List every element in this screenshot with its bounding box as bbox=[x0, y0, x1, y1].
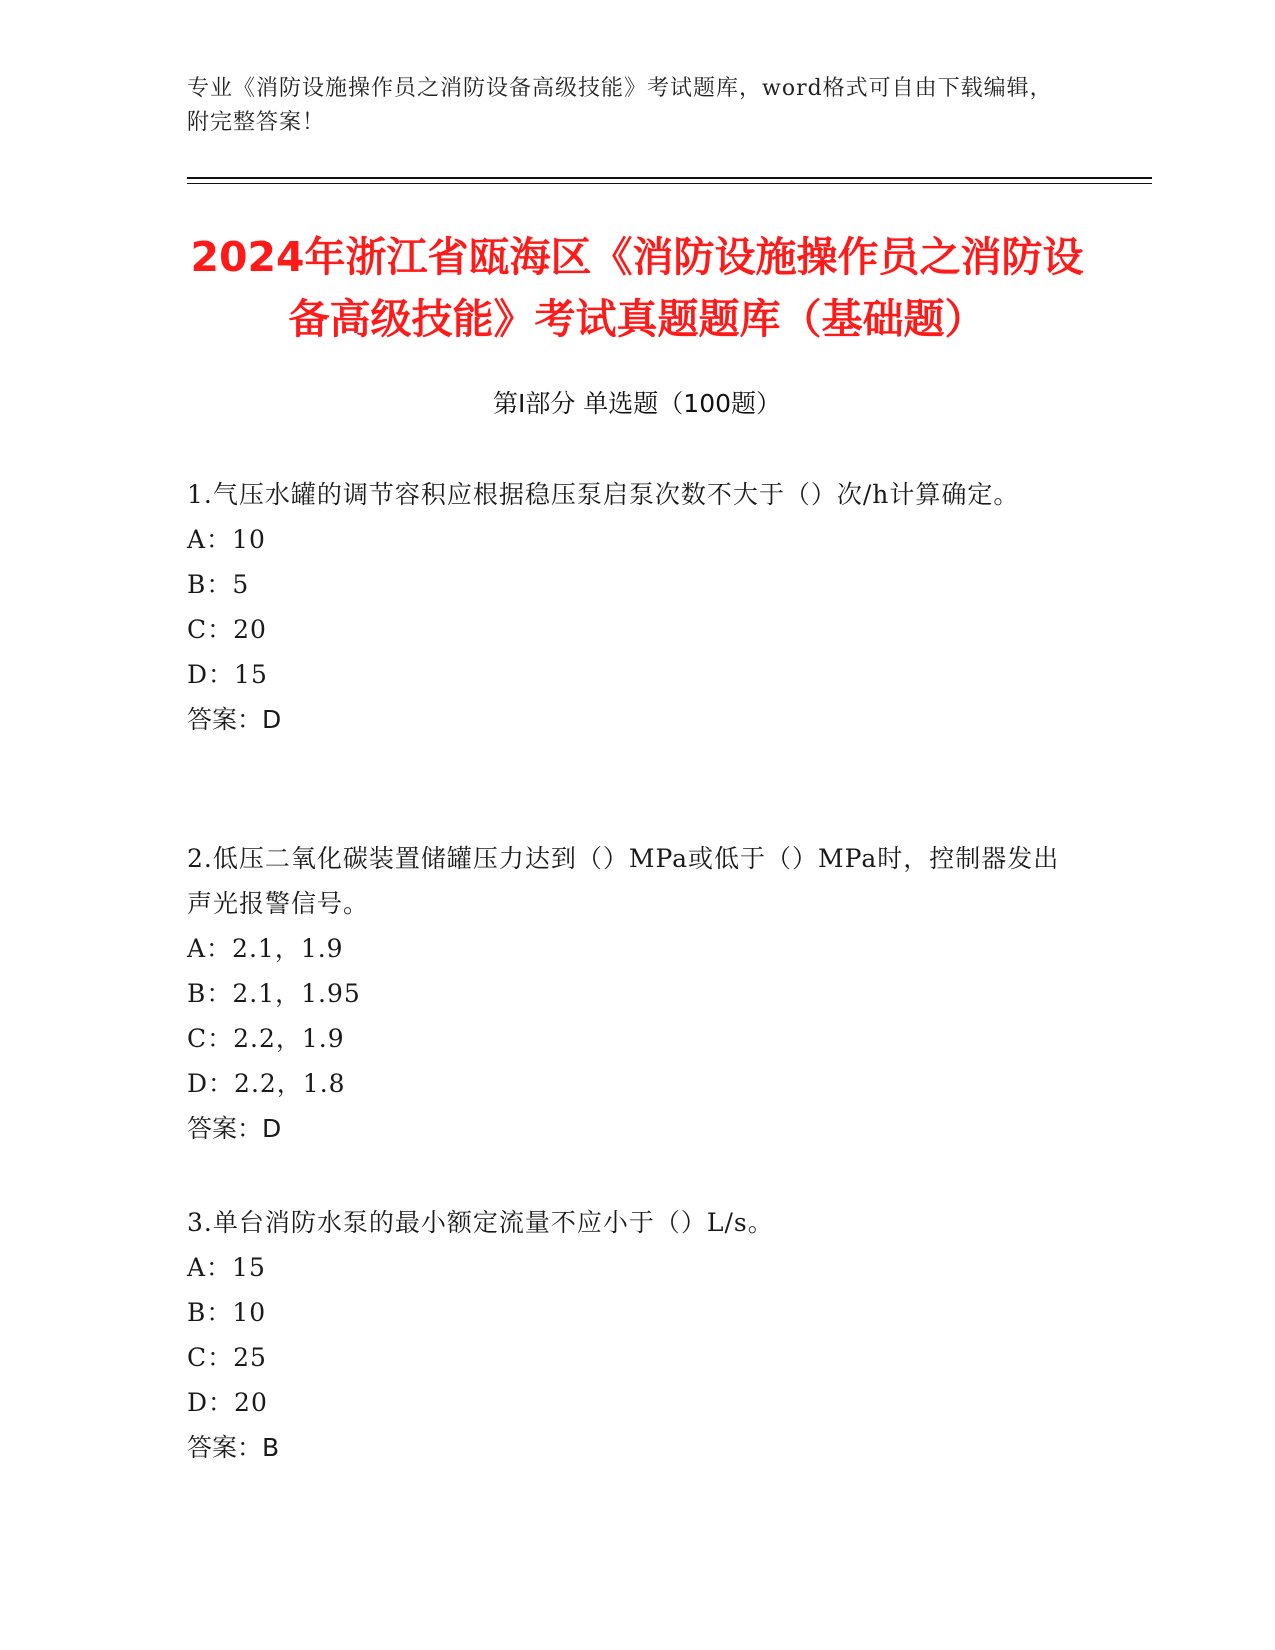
option-d: D：2.2，1.8 bbox=[187, 1069, 346, 1098]
answer-text: 答案：D bbox=[187, 1114, 282, 1143]
question-block bbox=[187, 1200, 1067, 1470]
header-divider-thin bbox=[187, 183, 1152, 184]
header-note: 专业《消防设施操作员之消防设备高级技能》考试题库，word格式可自由下载编辑，附完整答案！ bbox=[187, 76, 1053, 135]
option-c: C：2.2，1.9 bbox=[187, 1024, 345, 1053]
option-b: B：10 bbox=[187, 1298, 267, 1327]
answer-text: 答案：B bbox=[187, 1433, 280, 1462]
question-text: 3.单台消防水泵的最小额定流量不应小于（）L/s。 bbox=[187, 1208, 774, 1237]
header-divider-thick bbox=[187, 177, 1152, 179]
option-c: C：25 bbox=[187, 1343, 267, 1372]
question-text: 1.气压水罐的调节容积应根据稳压泵启泵次数不大于（）次/h计算确定。 bbox=[187, 480, 1020, 509]
question-text: 2.低压二氧化碳装置储罐压力达到（）MPa或低于（）MPa时，控制器发出声光报警信号。 bbox=[187, 844, 1060, 918]
section-title: 第Ⅰ部分 单选题（100题） bbox=[492, 389, 782, 418]
option-b: B：5 bbox=[187, 570, 250, 599]
option-a: A：15 bbox=[187, 1253, 266, 1282]
option-c: C：20 bbox=[187, 615, 267, 644]
question-block bbox=[187, 836, 1067, 1151]
option-d: D：20 bbox=[187, 1388, 268, 1417]
option-b: B：2.1，1.95 bbox=[187, 979, 361, 1008]
question-block bbox=[187, 472, 1067, 742]
answer-text: 答案：D bbox=[187, 705, 282, 734]
option-a: A：10 bbox=[187, 525, 266, 554]
document-title: 2024年浙江省瓯海区《消防设施操作员之消防设备高级技能》考试真题题库（基础题） bbox=[190, 233, 1084, 343]
option-a: A：2.1，1.9 bbox=[187, 934, 344, 963]
option-d: D：15 bbox=[187, 660, 268, 689]
